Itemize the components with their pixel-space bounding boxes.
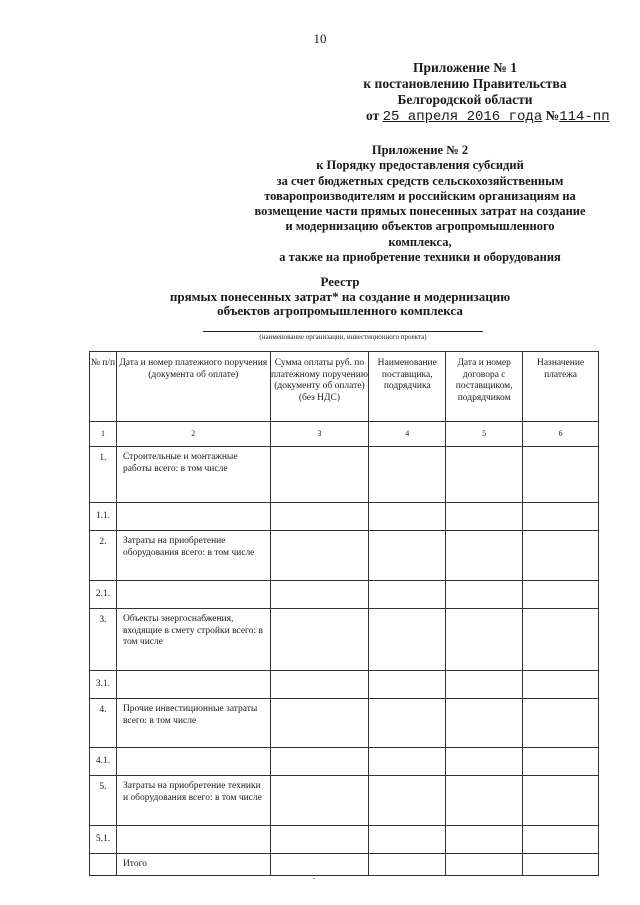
cell-purpose: [523, 503, 599, 531]
row-number: 1.1.: [90, 503, 117, 531]
table-row: [90, 447, 599, 503]
table-row: [90, 609, 599, 671]
row-number: 3.1.: [90, 671, 117, 699]
row-name: Объекты энергоснабжения, входящие в смету стройки всего: в том числе: [116, 609, 270, 671]
cell-supplier: [369, 447, 446, 503]
cell-amount: [270, 854, 369, 876]
cell-supplier: [369, 609, 446, 671]
cell-contract: [446, 503, 523, 531]
appendix-1-line-2: к постановлению Правительства: [363, 76, 567, 91]
table-row: [90, 748, 599, 776]
appendix-2-block: [230, 143, 610, 265]
table-row: [90, 581, 599, 609]
cell-amount: [270, 748, 369, 776]
header-contract: Дата и номер договора с поставщиком, подрядчиком: [446, 352, 523, 422]
row-number: [90, 854, 117, 876]
header-amount: Сумма оплаты руб. по платежному поручению (документу об оплате) (без НДС): [270, 352, 369, 422]
appendix-2-line: а также на приобретение техники и оборудования: [279, 250, 561, 265]
cell-contract: [446, 671, 523, 699]
cell-supplier: [369, 748, 446, 776]
row-name: [116, 671, 270, 699]
cell-contract: [446, 609, 523, 671]
resolution-date-line: [366, 108, 610, 125]
cell-purpose: [523, 776, 599, 826]
row-name: Затраты на приобретение техники и оборудования всего: в том числе: [116, 776, 270, 826]
cell-purpose: [523, 531, 599, 581]
header-supplier: Наименование поставщика, подрядчика: [369, 352, 446, 422]
page-number: 10: [313, 31, 327, 46]
row-number: 4.: [90, 699, 117, 748]
appendix-2-line: комплекса,: [388, 234, 452, 249]
table-header-row: [90, 352, 599, 422]
cell-supplier: [369, 854, 446, 876]
row-name: Прочие инвестиционные затраты всего: в том числе: [116, 699, 270, 748]
appendix-2-line: возмещение части прямых понесенных затрат на создание: [254, 204, 586, 219]
row-number: 2.: [90, 531, 117, 581]
cell-purpose: [523, 609, 599, 671]
header-num: № п/п: [90, 352, 117, 422]
cell-amount: [270, 776, 369, 826]
number-sign: №: [545, 108, 560, 123]
column-number: 1: [90, 422, 117, 447]
registry-line-3: объектов агропромышленного комплекса: [217, 303, 463, 318]
cell-contract: [446, 581, 523, 609]
cell-purpose: [523, 854, 599, 876]
appendix-2-line: и модернизацию объектов агропромышленного: [285, 219, 555, 234]
cell-amount: [270, 699, 369, 748]
cell-supplier: [369, 826, 446, 854]
row-name: Затраты на приобретение оборудования всего: в том числе: [116, 531, 270, 581]
table-row: [90, 776, 599, 826]
cell-supplier: [369, 503, 446, 531]
registry-table: [89, 351, 599, 876]
cell-amount: [270, 531, 369, 581]
column-number: 2: [116, 422, 270, 447]
cell-contract: [446, 531, 523, 581]
row-number: 3.: [90, 609, 117, 671]
cell-amount: [270, 447, 369, 503]
row-name: [116, 503, 270, 531]
appendix-2-line: товаропроизводителям и российским организациям на: [264, 188, 576, 203]
date-prefix: от: [366, 108, 380, 123]
column-number-row: [90, 422, 599, 447]
total-label: Итого: [116, 854, 270, 876]
cell-supplier: [369, 776, 446, 826]
cell-purpose: [523, 581, 599, 609]
cell-supplier: [369, 671, 446, 699]
row-number: 5.1.: [90, 826, 117, 854]
cell-contract: [446, 826, 523, 854]
cell-contract: [446, 776, 523, 826]
appendix-1-title: Приложение № 1: [413, 60, 517, 75]
cell-supplier: [369, 699, 446, 748]
appendix-2-line: за счет бюджетных средств сельскохозяйственным: [276, 173, 564, 188]
cell-supplier: [369, 581, 446, 609]
appendix-1-line-3: Белгородской области: [397, 92, 533, 107]
appendix-1-block: [340, 60, 590, 108]
row-number: 2.1.: [90, 581, 117, 609]
cell-purpose: [523, 748, 599, 776]
registry-title: Реестр: [320, 274, 360, 289]
cell-amount: [270, 671, 369, 699]
cell-amount: [270, 581, 369, 609]
header-payment-doc: Дата и номер платежного поручения (документа об оплате): [116, 352, 270, 422]
organization-caption: (наименование организации, инвестиционного проекта): [259, 333, 427, 341]
column-number: 3: [270, 422, 369, 447]
date-value: 25 апреля 2016 года: [382, 109, 543, 125]
header-purpose: Назначение платежа: [523, 352, 599, 422]
table-total-row: [90, 854, 599, 876]
row-name: Строительные и монтажные работы всего: в том числе: [116, 447, 270, 503]
table-row: [90, 671, 599, 699]
row-number: 1.: [90, 447, 117, 503]
row-number: 4.1.: [90, 748, 117, 776]
row-number: 5.: [90, 776, 117, 826]
organization-fill-line: [203, 331, 483, 332]
cell-contract: [446, 447, 523, 503]
registry-title-block: [150, 275, 530, 319]
cell-purpose: [523, 699, 599, 748]
row-name: [116, 826, 270, 854]
table-row: [90, 531, 599, 581]
column-number: 6: [523, 422, 599, 447]
table-row: [90, 826, 599, 854]
column-number: 5: [446, 422, 523, 447]
cell-contract: [446, 699, 523, 748]
cell-supplier: [369, 531, 446, 581]
bottom-mark: .: [313, 871, 316, 881]
cell-purpose: [523, 671, 599, 699]
appendix-2-title: Приложение № 2: [371, 143, 469, 157]
table-row: [90, 699, 599, 748]
cell-contract: [446, 854, 523, 876]
cell-amount: [270, 609, 369, 671]
resolution-number: 114-пп: [559, 109, 610, 125]
column-number: 4: [369, 422, 446, 447]
cell-contract: [446, 748, 523, 776]
row-name: [116, 581, 270, 609]
table-row: [90, 503, 599, 531]
cell-purpose: [523, 447, 599, 503]
cell-amount: [270, 503, 369, 531]
row-name: [116, 748, 270, 776]
appendix-2-line: к Порядку предоставления субсидий: [316, 158, 524, 173]
registry-line-2: прямых понесенных затрат* на создание и модернизацию: [169, 288, 511, 304]
cell-amount: [270, 826, 369, 854]
cell-purpose: [523, 826, 599, 854]
